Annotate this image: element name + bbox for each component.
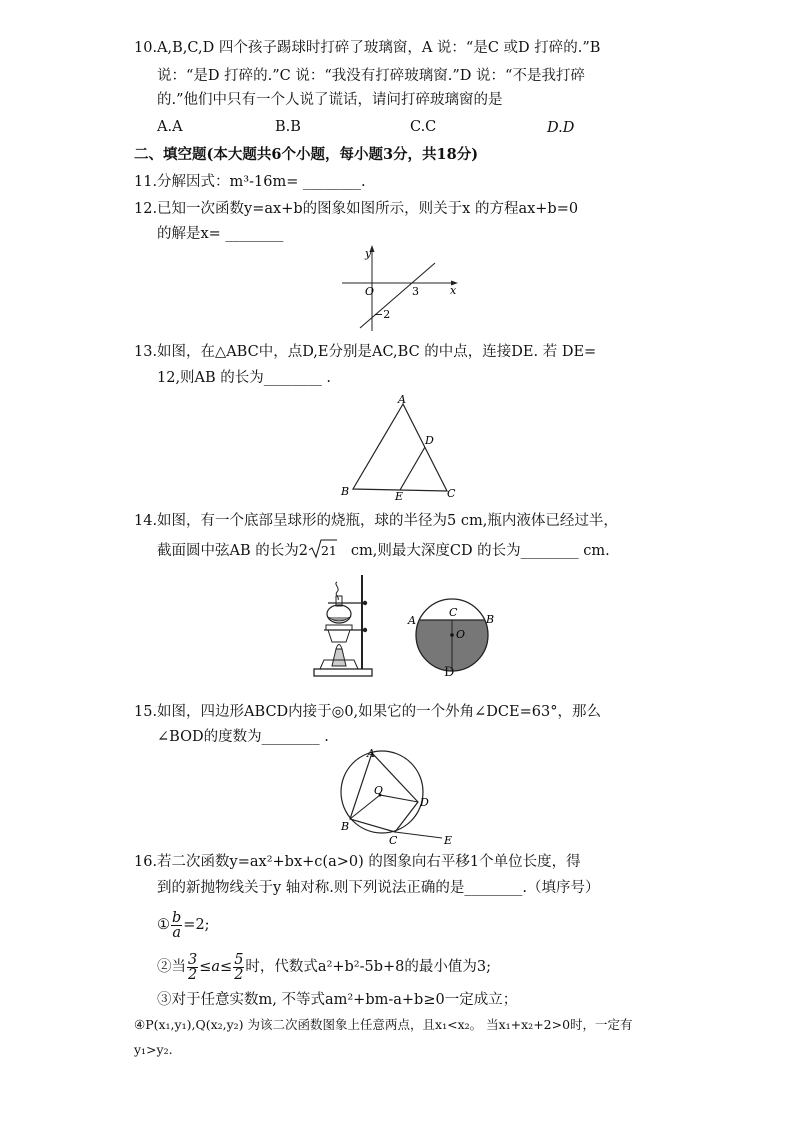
label-c: C bbox=[449, 606, 458, 619]
q10-option-c: C.C bbox=[410, 119, 437, 135]
vertex-a: A bbox=[398, 393, 406, 406]
q13-line2: 12,则AB 的长为________ . bbox=[157, 370, 332, 386]
label-e: E bbox=[444, 834, 453, 846]
q16-statement-4-line1: ④P(x₁,y₁),Q(x₂,y₂) 为该二次函数图象上任意两点，且x₁<x₂。 当x₁+x₂+2>0时，一定有 bbox=[134, 1017, 633, 1032]
q10-line2: 说：“是D 打碎的.”C 说：“我没有打碎玻璃窗.”D 说：“不是我打碎 bbox=[157, 68, 585, 84]
label-a: A bbox=[367, 748, 375, 760]
sqrt-radicand: 21 bbox=[320, 543, 337, 558]
q12-linear-graph bbox=[340, 245, 460, 333]
point-d: D bbox=[425, 434, 434, 447]
label-o: O bbox=[456, 628, 466, 641]
q16-statement-3: ③对于任意实数m, 不等式am²+bm-a+b≥0一定成立； bbox=[157, 992, 518, 1008]
q13-line1: 13.如图，在△ABC中，点D,E分别是AC,BC 的中点，连接DE. 若 DE= bbox=[134, 344, 597, 360]
q14-line1: 14.如图，有一个底部呈球形的烧瓶，球的半径为5 cm,瓶内液体已经过半， bbox=[134, 513, 618, 529]
x-label: x bbox=[450, 284, 457, 297]
q16-statement-4-line2: y₁>y₂. bbox=[134, 1042, 173, 1057]
extension-ce bbox=[395, 832, 442, 838]
q10-option-a: A.A bbox=[157, 119, 183, 135]
origin-label: O bbox=[365, 285, 375, 298]
q16-statement-1: ① $\frac{b}{a}$ =2; bbox=[157, 909, 210, 941]
label-d: D bbox=[420, 796, 429, 809]
q14-line2-a: 截面圆中弦AB 的长为2 bbox=[157, 543, 308, 559]
label-c: C bbox=[389, 834, 398, 846]
q10-option-b: B.B bbox=[275, 119, 301, 135]
vertex-c: C bbox=[447, 487, 456, 500]
y-intercept-label: −2 bbox=[374, 308, 391, 321]
point-e: E bbox=[395, 490, 404, 503]
q14-line2-b: cm,则最大深度CD 的长为________ cm. bbox=[350, 543, 610, 559]
q12-line1: 12.已知一次函数y=ax+b的图象如图所示，则关于x 的方程ax+b=0 bbox=[134, 201, 579, 217]
x-intercept-label: 3 bbox=[412, 285, 419, 298]
y-label: y bbox=[365, 247, 372, 260]
q15-line1: 15.如图，四边形ABCD内接于◎0,如果它的一个外角∠DCE=63°，那么 bbox=[134, 704, 601, 720]
q14-circle-section bbox=[405, 597, 505, 681]
q16-line1: 16.若二次函数y=ax²+bx+c(a>0) 的图象向右平移1个单位长度，得 bbox=[134, 854, 581, 870]
label-a: A bbox=[408, 614, 416, 627]
vertex-b: B bbox=[341, 485, 350, 498]
label-b: B bbox=[341, 820, 350, 833]
q14-line2 bbox=[157, 541, 610, 561]
q11-text: 11.分解因式：m³-16m= ________. bbox=[134, 174, 366, 190]
q12-line2: 的解是x= ________ bbox=[157, 226, 284, 242]
q13-triangle-figure bbox=[335, 392, 465, 504]
triangle-abc bbox=[353, 404, 447, 491]
q16-line2: 到的新抛物线关于y 轴对称.则下列说法正确的是________.（填序号） bbox=[157, 880, 600, 896]
label-b: B bbox=[486, 613, 495, 626]
q14-flask-apparatus bbox=[310, 570, 380, 680]
q10-line1: 10.A,B,C,D 四个孩子踢球时打碎了玻璃窗，A 说：“是C 或D 打碎的.”B bbox=[134, 40, 601, 56]
quadrilateral-abcd bbox=[350, 753, 418, 832]
q15-circle-figure bbox=[330, 748, 465, 846]
section-heading: 二、填空题(本大题共6个小题，每小题3分，共18分) bbox=[134, 146, 479, 163]
label-o: O bbox=[374, 784, 384, 797]
q15-line2: ∠BOD的度数为________ . bbox=[157, 729, 329, 745]
segment-de bbox=[400, 447, 425, 490]
label-d-below: D bbox=[444, 665, 455, 680]
q10-option-d: D.D bbox=[547, 120, 575, 136]
q10-line3: 的.”他们中只有一个人说了谎话，请问打碎玻璃窗的是 bbox=[157, 92, 503, 108]
q16-statement-2: ②当 $\frac{3}{2}$ ≤a≤ $\frac{5}{2}$ 时，代数式a²+b²-5b+8的最小值为3; bbox=[157, 951, 492, 983]
